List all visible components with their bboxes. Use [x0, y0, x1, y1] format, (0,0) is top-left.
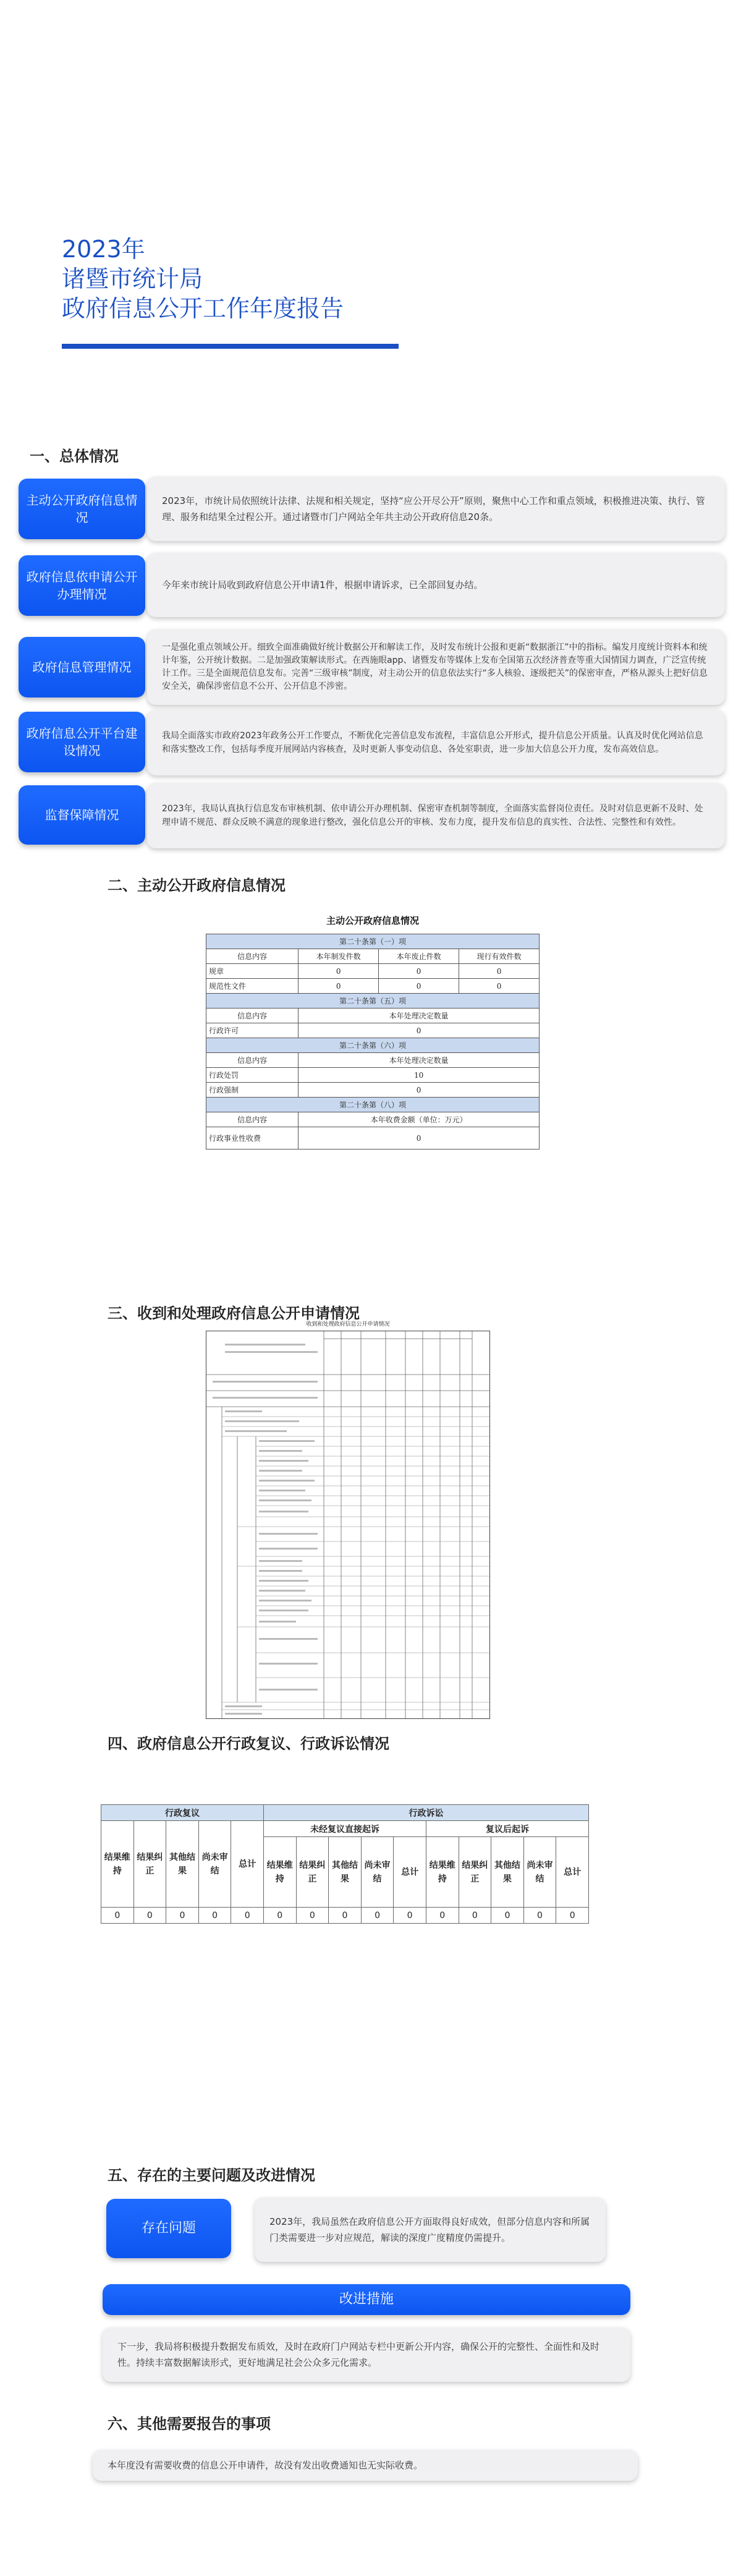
overview-card-1: 2023年，市统计局依照统计法律、法规和相关规定，坚持“应公开尽公开”原则，聚焦中心工作和重点领域，积极推进决策、执行、管理、服务和结果全过程公开。通过诸暨市门户网站全年共主动公开政府信息20条。	[147, 477, 725, 541]
table2-header: 本年收费金额（单位：万元）	[299, 1112, 540, 1127]
overview-label-3: 政府信息管理情况	[19, 637, 145, 697]
table4-no-review-header: 未经复议直接起诉	[263, 1821, 426, 1837]
overview-label-1: 主动公开政府信息情况	[19, 479, 145, 539]
table2-cell: 0	[459, 979, 540, 994]
application-table	[206, 1331, 490, 1719]
table2-cell: 行政处罚	[206, 1068, 299, 1083]
table4-value: 0	[263, 1908, 296, 1924]
table4-value: 0	[329, 1908, 362, 1924]
section-2-heading: 二、主动公开政府信息情况	[108, 877, 286, 894]
table2-header: 信息内容	[206, 1009, 299, 1023]
table4-col: 其他结果	[166, 1821, 199, 1908]
table2-cell: 0	[299, 1023, 540, 1038]
table2-header: 本年处理决定数量	[299, 1009, 540, 1023]
table2-cell: 0	[379, 979, 459, 994]
table2-cell: 规范性文件	[206, 979, 299, 994]
table2-section: 第二十条第（一）项	[206, 934, 540, 949]
table2-header: 本年制发件数	[299, 949, 379, 964]
table2-section: 第二十条第（六）项	[206, 1038, 540, 1053]
table2-cell: 行政事业性收费	[206, 1127, 299, 1149]
table2-cell: 0	[459, 964, 540, 979]
table4-col: 总计	[394, 1837, 426, 1908]
table4-col: 其他结果	[491, 1837, 524, 1908]
table4-value: 0	[198, 1908, 231, 1924]
table4-col: 尚未审结	[361, 1837, 394, 1908]
table2-caption: 主动公开政府信息情况	[326, 915, 419, 926]
table4-col: 结果维持	[101, 1821, 134, 1908]
table2-header: 本年废止件数	[379, 949, 459, 964]
title-underline	[62, 344, 399, 349]
overview-label-5: 监督保障情况	[19, 785, 145, 845]
table2-header: 本年处理决定数量	[299, 1053, 540, 1068]
section-1-heading: 一、总体情况	[30, 448, 119, 465]
title-year: 2023年	[62, 236, 145, 263]
table2-section: 第二十条第（五）项	[206, 994, 540, 1009]
section-4-heading: 四、政府信息公开行政复议、行政诉讼情况	[108, 1735, 389, 1752]
application-table-grid	[206, 1331, 489, 1718]
table2-cell: 规章	[206, 964, 299, 979]
overview-card-4: 我局全面落实市政府2023年政务公开工作要点，不断优化完善信息发布流程，丰富信息公开形式，提升信息公开质量。认真及时优化网站信息和落实整改工作，包括每季度开展网站内容核查，及时更新人事变动信息、各处室职责，进一步加大信息公开力度，发布高效信息。	[147, 710, 725, 775]
table4-col: 总计	[556, 1837, 589, 1908]
table4-review-header: 行政复议	[101, 1805, 264, 1821]
table4-value: 0	[523, 1908, 556, 1924]
section-5-heading: 五、存在的主要问题及改进情况	[108, 2167, 315, 2184]
table4-value: 0	[231, 1908, 264, 1924]
table4-litigation-header: 行政诉讼	[263, 1805, 588, 1821]
table2-cell: 行政许可	[206, 1023, 299, 1038]
table4-col: 尚未审结	[523, 1837, 556, 1908]
table4-value: 0	[426, 1908, 459, 1924]
table2-cell: 10	[299, 1068, 540, 1083]
table4-col: 结果维持	[263, 1837, 296, 1908]
table4-value: 0	[491, 1908, 524, 1924]
title-org: 诸暨市统计局	[62, 265, 203, 292]
table4-col: 结果维持	[426, 1837, 459, 1908]
table4-value: 0	[133, 1908, 166, 1924]
table4-value: 0	[296, 1908, 329, 1924]
table3-caption: 收到和处理政府信息公开申请情况	[306, 1321, 390, 1328]
improve-card: 下一步，我局将积极提升数据发布质效，及时在政府门户网站专栏中更新公开内容，确保公开的完整性、全面性和及时性。持续丰富数据解读形式，更好地满足社会公众多元化需求。	[103, 2327, 630, 2382]
section-6-heading: 六、其他需要报告的事项	[108, 2415, 271, 2433]
other-card: 本年度没有需要收费的信息公开申请件，故没有发出收费通知也无实际收费。	[93, 2450, 638, 2481]
title-report: 政府信息公开工作年度报告	[62, 295, 344, 322]
table2-cell: 0	[299, 979, 379, 994]
table4-col: 尚未审结	[198, 1821, 231, 1908]
table2-cell: 行政强制	[206, 1083, 299, 1098]
table4-col: 结果纠正	[133, 1821, 166, 1908]
overview-card-5: 2023年，我局认真执行信息发布审核机制、依申请公开办理机制、保密审查机制等制度，全面落实监督岗位责任。及时对信息更新不及时、处理申请不规范、群众反映不满意的现象进行整改，强化信息公开的审核、发布力度，提升发布信息的真实性、合法性、完整性和有效性。	[147, 783, 725, 848]
review-litigation-table	[101, 1804, 589, 1924]
table2-cell: 0	[379, 964, 459, 979]
problems-label: 存在问题	[106, 2199, 231, 2258]
table4-after-review-header: 复议后起诉	[426, 1821, 588, 1837]
proactive-disclosure-table	[206, 934, 540, 1149]
table2-header: 信息内容	[206, 949, 299, 964]
overview-label-4: 政府信息公开平台建设情况	[19, 712, 145, 772]
table2-cell: 0	[299, 1127, 540, 1149]
table4-value: 0	[556, 1908, 589, 1924]
table4-col: 结果纠正	[459, 1837, 491, 1908]
table4-col: 总计	[231, 1821, 264, 1908]
table4-value: 0	[394, 1908, 426, 1924]
table4-col: 结果纠正	[296, 1837, 329, 1908]
table2-cell: 0	[299, 1083, 540, 1098]
table2-header: 现行有效件数	[459, 949, 540, 964]
table4-value: 0	[101, 1908, 134, 1924]
table2-section: 第二十条第（八）项	[206, 1098, 540, 1112]
problems-card: 2023年，我局虽然在政府信息公开方面取得良好成效，但部分信息内容和所属门类需要进一步对应规范，解读的深度广度精度仍需提升。	[255, 2198, 606, 2262]
section-3-heading: 三、收到和处理政府信息公开申请情况	[108, 1305, 360, 1322]
overview-label-2: 政府信息依申请公开办理情况	[19, 555, 145, 616]
table2-header: 信息内容	[206, 1112, 299, 1127]
overview-card-3: 一是强化重点领域公开。细致全面准确做好统计数据公开和解读工作，及时发布统计公报和更新“数据浙江”中的指标。编发月度统计资料本和统计年鉴，公开统计数据。二是加强政策解读形式。在西施眼app、诸暨发布等媒体上发布全国第五次经济普查等重大国情国力调查，广泛宣传统计工作。三是全面规范信息发布。完善“三级审核”制度，对主动公开的信息依法实行“多人核验、逐级把关”的保密审查，严格从源头上把好信息安全关，确保涉密信息不公开、公开信息不涉密。	[147, 629, 725, 705]
table4-value: 0	[361, 1908, 394, 1924]
table4-value: 0	[166, 1908, 199, 1924]
table2-cell: 0	[299, 964, 379, 979]
table2-header: 信息内容	[206, 1053, 299, 1068]
overview-card-2: 今年来市统计局收到政府信息公开申请1件，根据申请诉求，已全部回复办结。	[147, 553, 725, 617]
improve-bar: 改进措施	[103, 2284, 630, 2315]
table4-value: 0	[459, 1908, 491, 1924]
table4-col: 其他结果	[329, 1837, 362, 1908]
